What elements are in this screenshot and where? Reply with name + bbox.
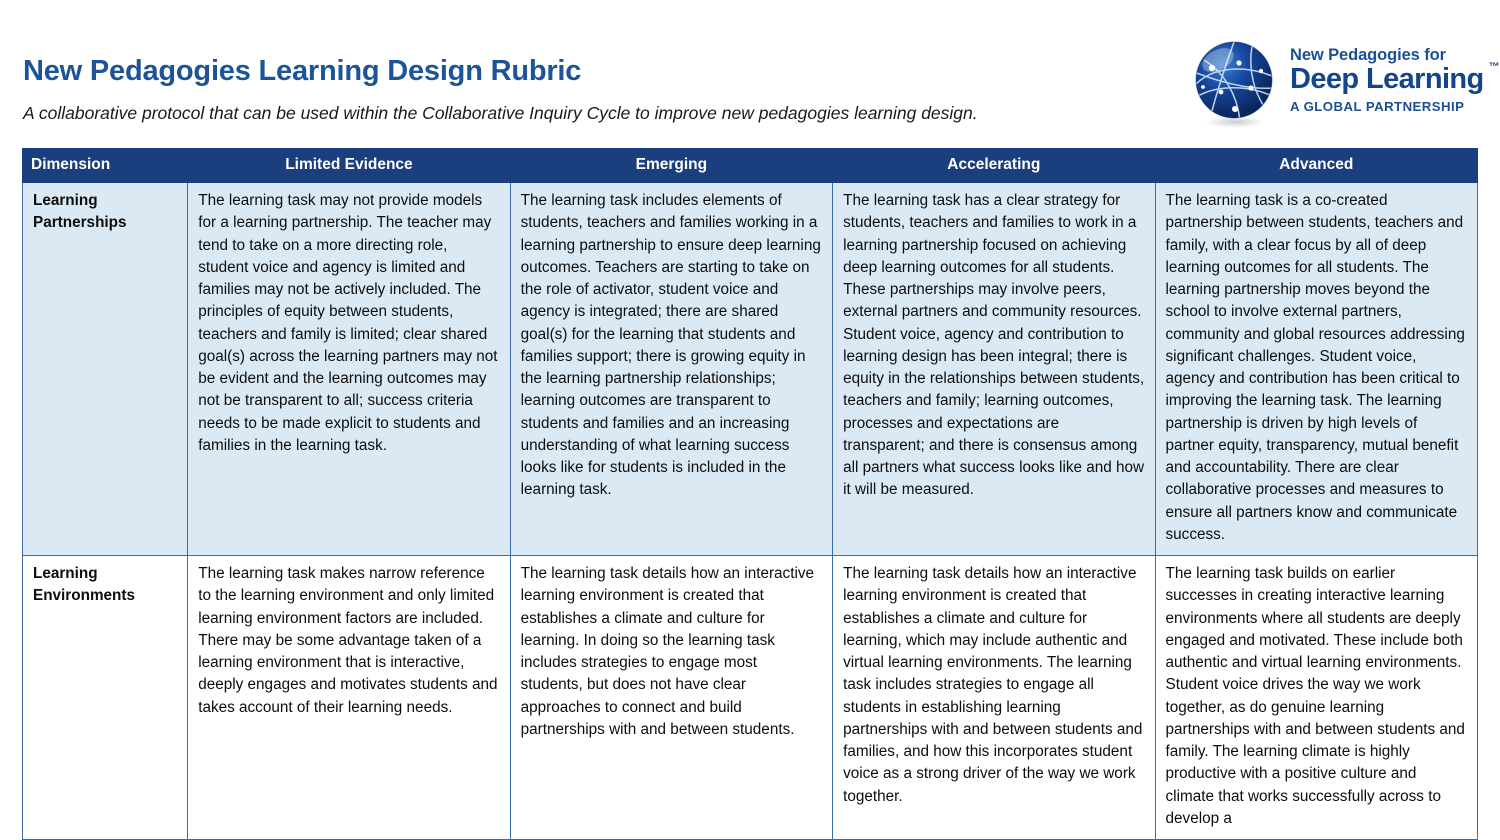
cell-limited-evidence: The learning task makes narrow reference to the learning environment and only limited learning environment factors are included. There may be some advantage taken of a learning environment that is interactive, deeply engages and motivates students and takes account of their learning needs. [188, 556, 510, 840]
dimension-name: Learning Partnerships [23, 183, 188, 556]
trademark-mark: ™ [1488, 61, 1500, 74]
logo-line-2 [1290, 61, 1500, 96]
document-header [0, 0, 1500, 148]
logo-wordmark [1290, 46, 1500, 115]
table-row [23, 556, 1478, 840]
cell-limited-evidence: The learning task may not provide models for a learning partnership. The teacher may tend to take on a more directing role, student voice and agency is limited and families may not be actively included. The principles of equity between students, teachers and family is limited; clear shared goal(s) across the learning partners may not be evident and the learning outcomes may not be transparent to all; success criteria needs to be made explicit to students and families in the learning task. [188, 183, 510, 556]
cell-emerging: The learning task includes elements of students, teachers and families working in a learning partnership to ensure deep learning outcomes. Teachers are starting to take on the role of activator, student voice and agency is integrated; there are shared goal(s) for the learning that students and families support; there is growing equity in the learning partnership relationships; learning outcomes are transparent to students and families and an increasing understanding of what learning success looks like for students is included in the learning task. [510, 183, 832, 556]
column-header-emerging: Emerging [510, 149, 832, 183]
table-row [23, 183, 1478, 556]
column-header-advanced: Advanced [1155, 149, 1477, 183]
page-title: New Pedagogies Learning Design Rubric [23, 55, 582, 87]
column-header-dimension: Dimension [23, 149, 188, 183]
cell-emerging: The learning task details how an interactive learning environment is created that establishes a climate and culture for learning. In doing so the learning task includes strategies to engage most students, but does not have clear approaches to connect and build partnerships with and between students. [510, 556, 832, 840]
logo-line-2-text: Deep Learning [1290, 63, 1484, 96]
logo-line-1: New Pedagogies for [1290, 46, 1446, 64]
npdl-logo [1190, 38, 1500, 133]
page-subtitle: A collaborative protocol that can be used within the Collaborative Inquiry Cycle to improve new pedagogies learning design. [23, 103, 978, 123]
cell-advanced: The learning task builds on earlier successes in creating interactive learning environments where all students are deeply engaged and motivated. These include both authentic and virtual learning environments. Student voice drives the way we work together, as do genuine learning partnerships with and between students and family. The learning climate is highly productive with a positive culture and climate that works successfully across to develop a [1155, 556, 1477, 840]
cell-advanced: The learning task is a co-created partnership between students, teachers and family, with a clear focus by all of deep learning outcomes for all students. The learning partnership moves beyond the school to involve external partners, community and global resources addressing significant challenges. Student voice, agency and contribution has been critical to improving the learning task. The learning partnership is driven by high levels of partner equity, transparency, mutual benefit and accountability. There are clear collaborative processes and measures to ensure all partners know and communicate success. [1155, 183, 1477, 556]
rubric-table [22, 148, 1478, 840]
column-header-accelerating: Accelerating [833, 149, 1155, 183]
cell-accelerating: The learning task has a clear strategy for students, teachers and families to work in a learning partnership focused on achieving deep learning outcomes for all students. These partnerships may involve peers, external partners and community resources. Student voice, agency and contribution to learning design has been integral; there is equity in the relationships between students, teachers and family; learning outcomes, processes and expectations are transparent; and there is consensus among all partners what success looks like and how it will be measured. [833, 183, 1155, 556]
column-header-limited-evidence: Limited Evidence [188, 149, 510, 183]
dimension-name: Learning Environments [23, 556, 188, 840]
logo-line-3: A GLOBAL PARTNERSHIP [1290, 98, 1465, 114]
table-header-row [23, 149, 1478, 183]
cell-accelerating: The learning task details how an interactive learning environment is created that establishes a climate and culture for learning, which may include authentic and virtual learning environments. The learning task includes strategies to engage all students in establishing learning partnerships with and between students and families, and how this incorporates student voice as a strong driver of the way we work together. [833, 556, 1155, 840]
globe-network-icon [1190, 38, 1282, 130]
